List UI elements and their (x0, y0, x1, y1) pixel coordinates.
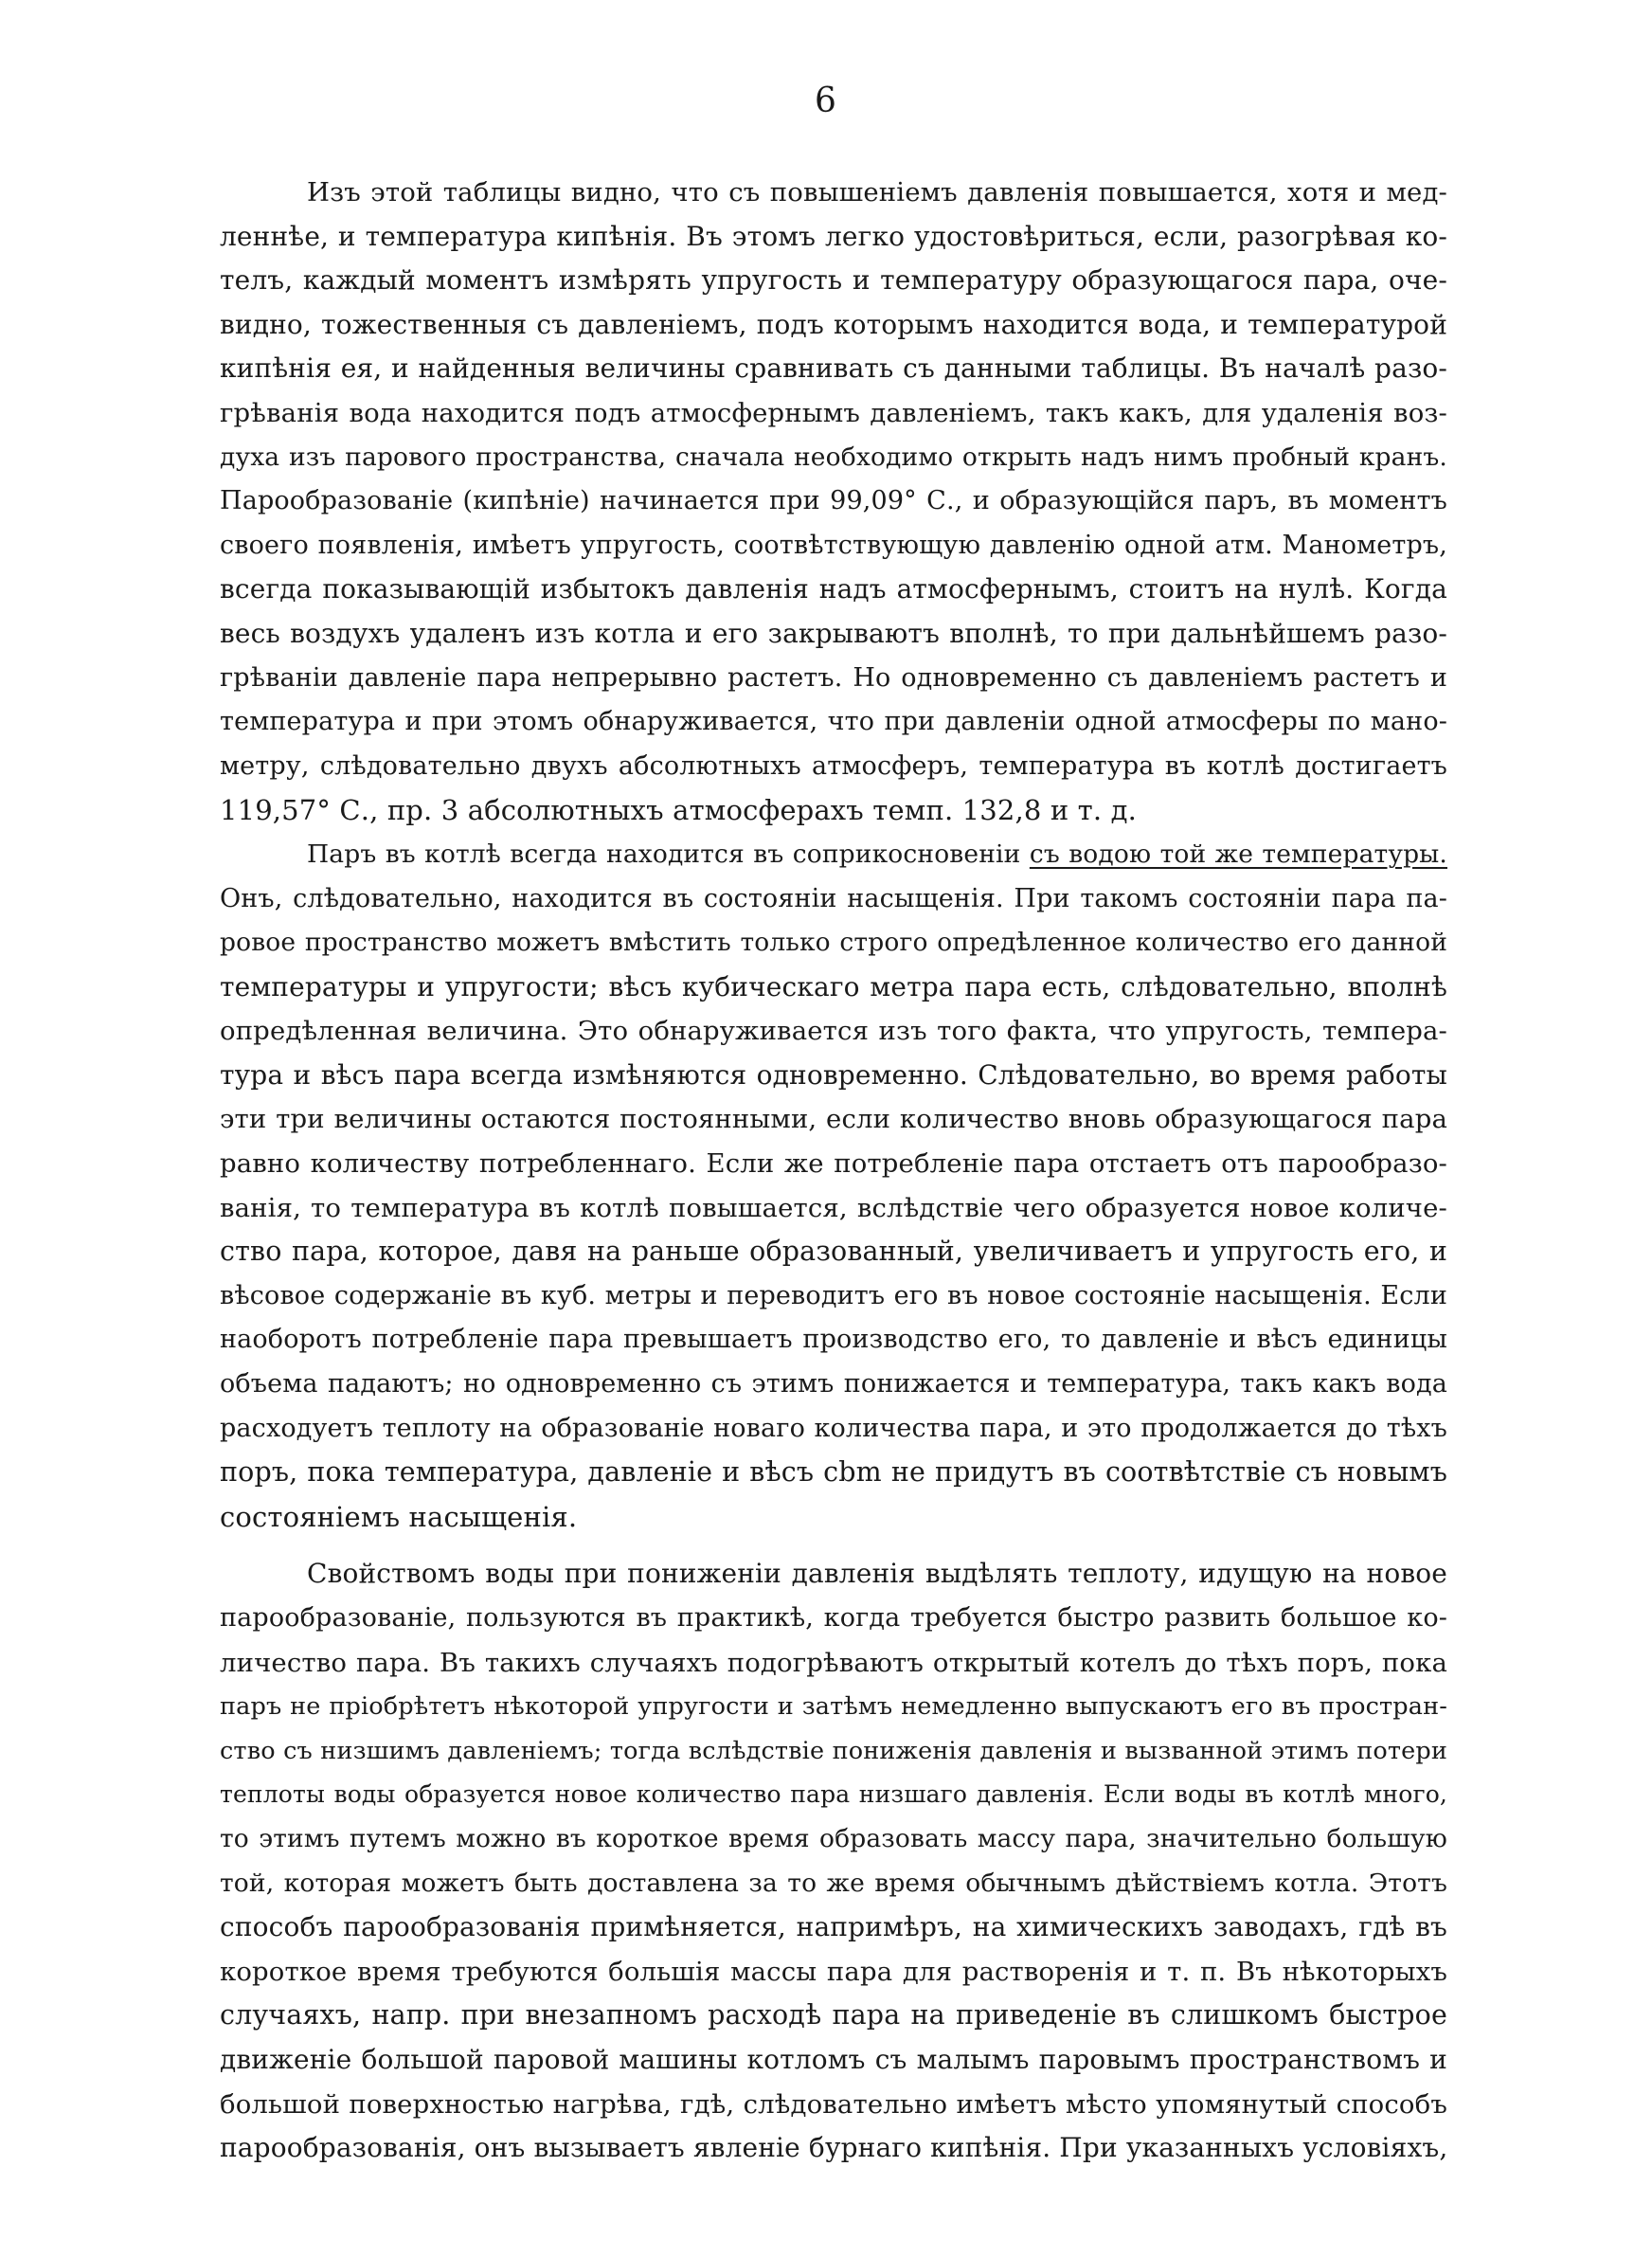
text-line: паръ не пріобрѣтетъ нѣкоторой упругости и затѣмъ немедленно выпускаютъ его въ простран- (220, 1692, 1447, 1722)
text-line: ство съ низшимъ давленіемъ; тогда вслѣдствіе пониженія давленія и вызванной этимъ потери (220, 1736, 1447, 1765)
text-line: 119,57° С., пр. 3 абсолютныхъ атмосферахъ темп. 132,8 и т. д. (220, 794, 1137, 827)
text-line: эти три величины остаются постоянными, если количество вновь образующагося пара (220, 1104, 1447, 1135)
text-line: поръ, пока температура, давленіе и вѣсъ cbm не придутъ въ соотвѣтствіе съ новымъ (220, 1456, 1447, 1489)
text-line: опредѣленная величина. Это обнаруживается изъ того факта, что упругость, темпера- (220, 1016, 1447, 1047)
text-line: ровое пространство можетъ вмѣстить только строго опредѣленное количество его данной (220, 928, 1447, 958)
text-line: состояніемъ насыщенія. (220, 1500, 578, 1533)
text-line: наоборотъ потребленіе пара превышаетъ производство его, то давленіе и вѣсъ единицы (220, 1325, 1447, 1355)
text-line: Парообразованіе (кипѣніе) начинается при 99,09° С., и образующійся паръ, въ моментъ (220, 486, 1447, 516)
underlined-phrase: съ водою той же температуры. (1029, 839, 1447, 869)
text-line: вѣсовое содержаніе въ куб. метры и переводитъ его въ новое состояніе насыщенія. Если (220, 1280, 1447, 1310)
text-line: короткое время требуются большія массы пара для растворенія и т. п. Въ нѣкоторыхъ (220, 1956, 1447, 1987)
text-line: объема падаютъ; но одновременно съ этимъ понижается и температура, такъ какъ вода (220, 1369, 1447, 1399)
text-line: парообразованіе, пользуются въ практикѣ, когда требуется быстро развить большое ко- (220, 1603, 1447, 1633)
text-line: тура и вѣсъ пара всегда измѣняются одновременно. Слѣдовательно, во время работы (220, 1058, 1447, 1091)
text-line: температура и при этомъ обнаруживается, что при давленіи одной атмосферы по мано- (220, 707, 1447, 737)
text-line: всегда показывающій избытокъ давленія надъ атмосфернымъ, стоитъ на нулѣ. Когда (220, 573, 1447, 605)
text-line: метру, слѣдовательно двухъ абсолютныхъ атмосферъ, температура въ котлѣ достигаетъ (220, 750, 1447, 781)
text-line: способъ парообразованія примѣняется, напримѣръ, на химическихъ заводахъ, гдѣ въ (220, 1911, 1447, 1943)
text-line: то этимъ путемъ можно въ короткое время образовать массу пара, значительно большую (220, 1823, 1447, 1853)
page-number: 6 (815, 81, 837, 120)
text-line: равно количеству потребленнаго. Если же потребленіе пара отстаетъ отъ парообразо- (220, 1148, 1447, 1180)
text-line: грѣваніи давленіе пара непрерывно растетъ. Но одновременно съ давленіемъ растетъ и (220, 662, 1447, 693)
text-line: Свойствомъ воды при пониженіи давленія выдѣлять теплоту, идущую на новое (307, 1558, 1447, 1590)
text-line: Изъ этой таблицы видно, что съ повышеніемъ давленія повышается, хотя и мед- (307, 177, 1447, 208)
text-line: леннѣе, и температура кипѣнія. Въ этомъ легко удостовѣриться, если, разогрѣвая ко- (220, 220, 1447, 252)
text-line: видно, тожественныя съ давленіемъ, подъ которымъ находится вода, и температурой (220, 308, 1447, 340)
text-line: температуры и упругости; вѣсъ кубическаго метра пара есть, слѣдовательно, вполнѣ (220, 970, 1447, 1002)
paragraph-3 (220, 1552, 1447, 2170)
text-line (220, 833, 1447, 877)
text-line: большой поверхностью нагрѣва, гдѣ, слѣдовательно имѣетъ мѣсто упомянутый способъ (220, 2088, 1447, 2120)
text-line: личество пара. Въ такихъ случаяхъ подогрѣваютъ открытый котелъ до тѣхъ поръ, пока (220, 1647, 1447, 1678)
paragraph-1 (220, 171, 1447, 833)
text-line: ство пара, которое, давя на раньше образованный, увеличиваетъ и упругость его, и (220, 1236, 1447, 1268)
text-line: расходуетъ теплоту на образованіе новаго количества пара, и это продолжается до тѣхъ (220, 1413, 1447, 1443)
text-line: своего появленія, имѣетъ упругость, соотвѣтствующую давленію одной атм. Манометръ, (220, 530, 1447, 560)
text-line: весь воздухъ удаленъ изъ котла и его закрываютъ вполнѣ, то при дальнѣйшемъ разо- (220, 617, 1447, 649)
text-line: движеніе большой паровой машины котломъ съ малымъ паровымъ пространствомъ и (220, 2043, 1447, 2075)
text-line: парообразованія, онъ вызываетъ явленіе бурнаго кипѣнія. При указанныхъ условіяхъ, (220, 2132, 1447, 2164)
text-line: теплоты воды образуется новое количество пара низшаго давленія. Если воды въ котлѣ много, (220, 1780, 1447, 1809)
body-text (220, 171, 1447, 2171)
text-line: Онъ, слѣдовательно, находится въ состояніи насыщенія. При такомъ состояніи пара па- (220, 883, 1447, 913)
text-line: кипѣнія ея, и найденныя величины сравнивать съ данными таблицы. Въ началѣ разо- (220, 352, 1447, 385)
text-line: духа изъ парового пространства, сначала необходимо открыть надъ нимъ пробный кранъ. (220, 442, 1447, 472)
text-line: той, которая можетъ быть доставлена за то же время обычнымъ дѣйствіемъ котла. Этотъ (220, 1868, 1447, 1898)
text-segment: Паръ въ котлѣ всегда находится въ соприкосновеніи (307, 839, 1030, 869)
text-line: случаяхъ, напр. при внезапномъ расходѣ пара на приведеніе въ слишкомъ быстрое (220, 1999, 1447, 2031)
text-line: грѣванія вода находится подъ атмосфернымъ давленіемъ, такъ какъ, для удаленія воз- (220, 397, 1447, 428)
paragraph-2 (220, 833, 1447, 1540)
text-line: ванія, то температура въ котлѣ повышается, вслѣдствіе чего образуется новое количе- (220, 1192, 1447, 1223)
text-line: телъ, каждый моментъ измѣрять упругость и температуру образующагося пара, оче- (220, 264, 1447, 297)
